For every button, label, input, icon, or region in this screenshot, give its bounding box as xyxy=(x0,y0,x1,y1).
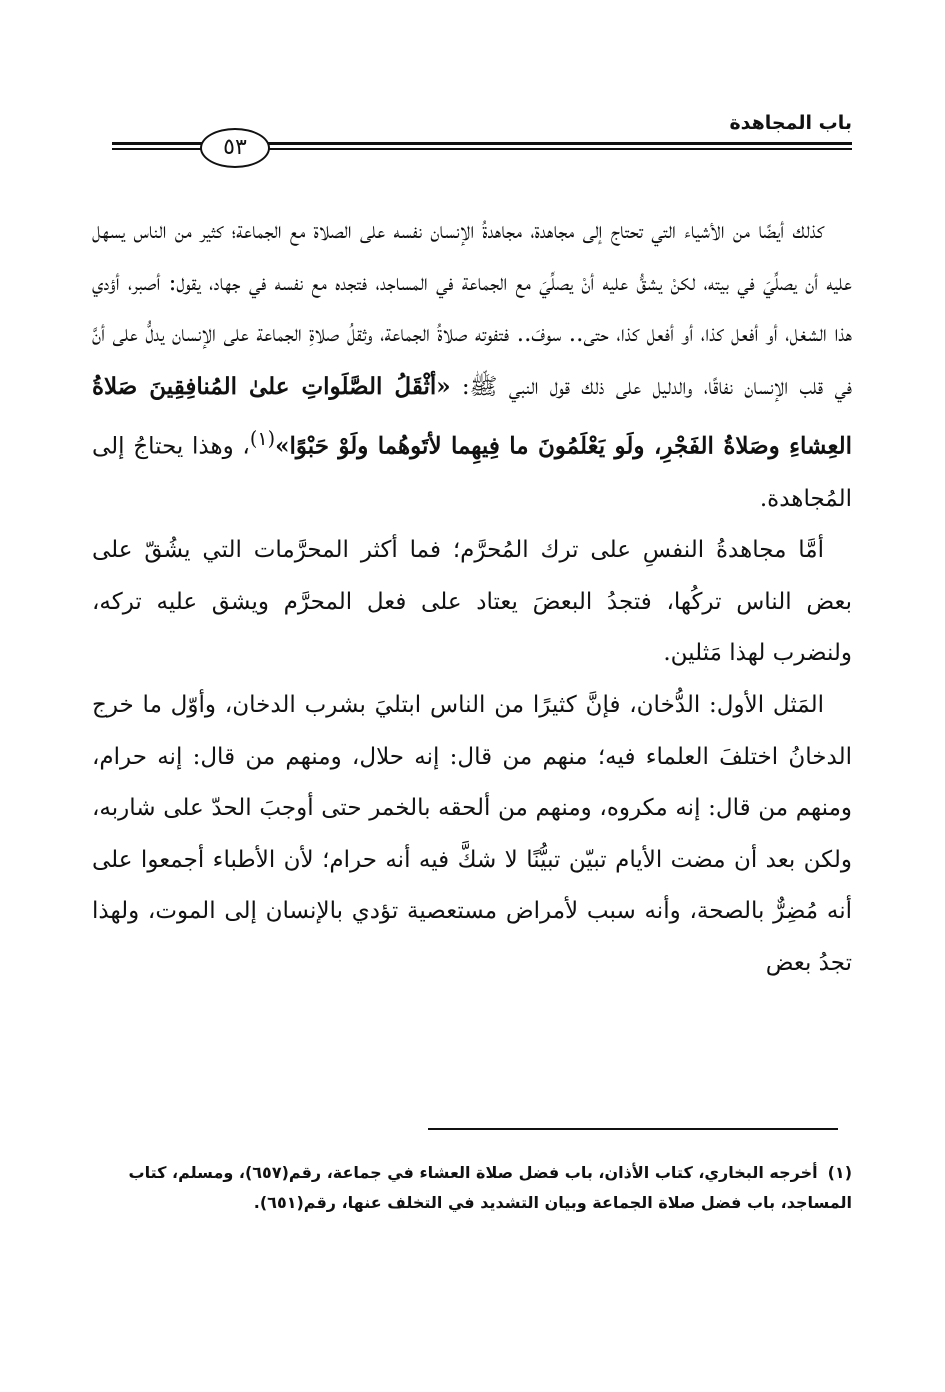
paragraph-1-text: كذلك أيضًا من الأشياء التي تحتاج إلى مجاهدة، مجاهدةُ الإنسان نفسه على الصلاة مع الجماعة؛ كثير من الناس يسهل عليه أن يصلِّيَ في بيته، لكنْ يشقُّ عليه أنْ يصلِّيَ مع الجماعة في المساجد، فتجده مع نفسه في جهاد، يقول: أصبر، أؤدي هذا الشغل، أو أفعل كذا، أو أفعل كذا، حتى.. سوفَ.. فتفوته صلاةُ الجماعة، وثقلُ صلاةِ الجماعة على الإنسان يدلُّ على أنَّ في قلب الإنسان نفاقًا، والدليل على ذلك قول النبي ﷺ: xyxy=(92,218,852,400)
footnote-number: (١) xyxy=(827,1163,852,1182)
paragraph-3: المَثل الأول: الدُّخان، فإنَّ كثيرًا من الناس ابتليَ بشرب الدخان، وأوّل ما خرج الدخانُ اختلفَ العلماء فيه؛ منهم من قال: إنه حلال، ومنهم من قال: إنه حرام، ومنهم من قال: إنه مكروه، ومنهم من ألحقه بالخمر حتى أوجبَ الحدّ على شاربه، ولكن بعد أن مضت الأيام تبيّن تبيُّنًا لا شكَّ فيه أنه حرام؛ لأن الأطباء أجمعوا على أنه مُضِرٌّ بالصحة، وأنه سبب لأمراض مستعصية تؤدي بالإنسان إلى الموت، ولهذا تجدُ بعض xyxy=(92,692,852,976)
page-number: ٥٣ xyxy=(200,128,270,168)
footnote-item xyxy=(92,1158,852,1218)
footnote-text: أخرجه البخاري، كتاب الأذان، باب فضل صلاة العشاء في جماعة، رقم(٦٥٧)، ومسلم، كتاب المساجد، باب فضل صلاة الجماعة وبيان التشديد في التخلف عنها، رقم(٦٥١). xyxy=(128,1163,852,1212)
paragraph-1-ending: ، وهذا يحتاجُ إلى المُجاهدة. xyxy=(92,434,852,512)
hadith-quote: «أثْقَلُ الصَّلَواتِ علىٰ المُنافِقِينَ صَلاةُ العِشاءِ وصَلاةُ الفَجْرِ، ولَو يَعْلَمُونَ ما فِيهِما لأتَوهُما ولَوْ حَبْوًا» xyxy=(92,372,852,461)
page-header xyxy=(112,108,852,168)
paragraph-1 xyxy=(92,206,852,525)
footnote-separator xyxy=(428,1128,838,1130)
chapter-title: باب المجاهدة xyxy=(729,112,852,134)
paragraph-2: أمَّا مجاهدةُ النفسِ على ترك المُحرَّم؛ فما أكثر المحرَّمات التي يشُقّ على بعض الناس تركُها، فتجدُ البعضَ يعتاد على فعل المحرَّم ويشق عليه تركه، ولنضرب لهذا مَثلين. xyxy=(92,537,852,667)
footnote-reference: (١) xyxy=(249,427,276,451)
footnotes xyxy=(92,1158,852,1218)
main-text xyxy=(92,206,852,990)
